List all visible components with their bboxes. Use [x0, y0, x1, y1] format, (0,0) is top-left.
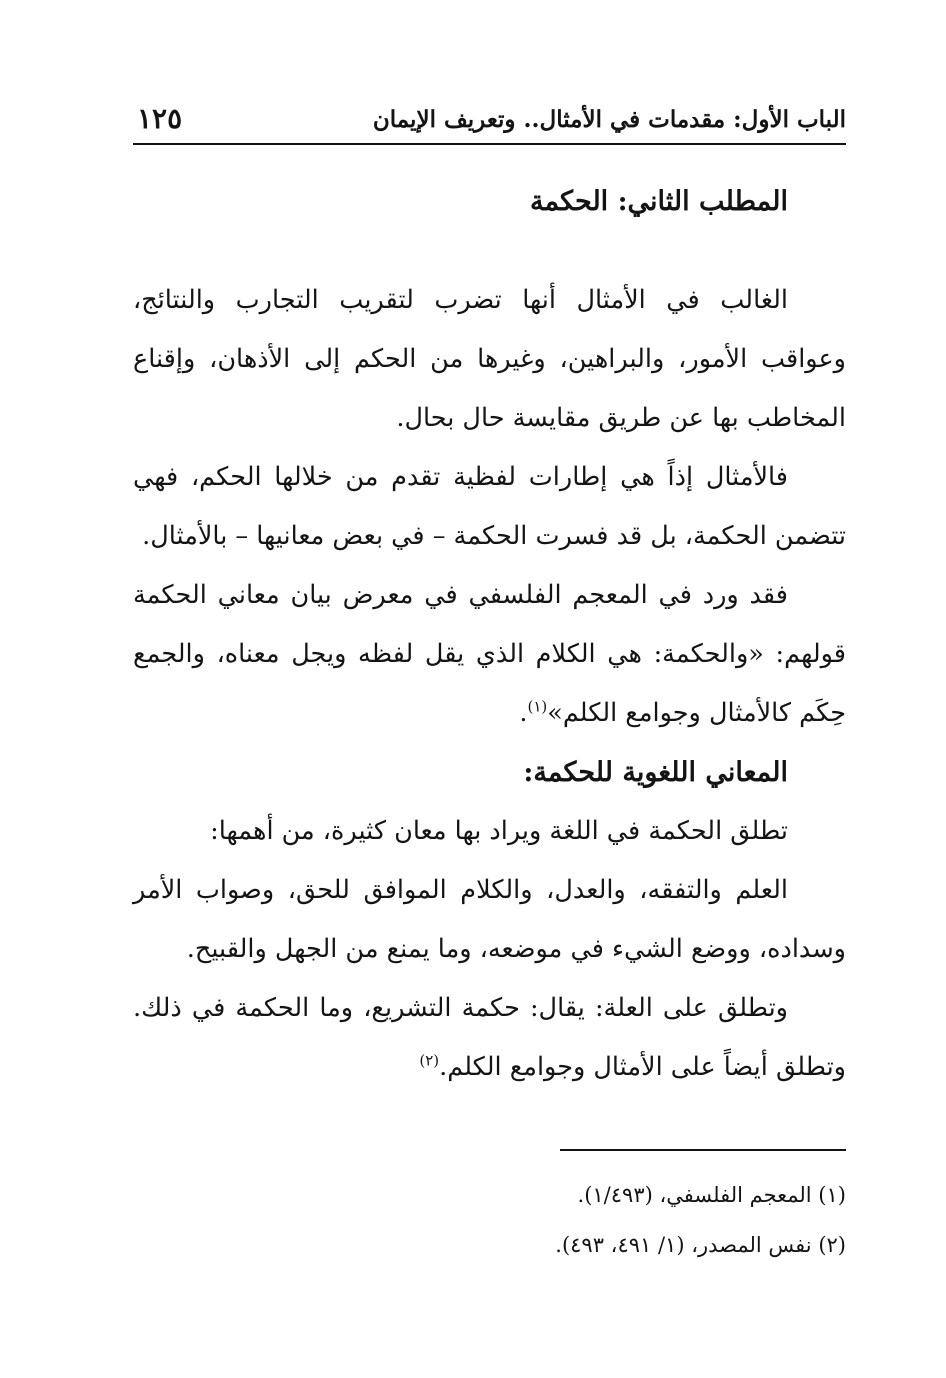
paragraph-3 — [133, 566, 846, 743]
running-header — [133, 100, 846, 144]
paragraph-3-end: . — [519, 698, 528, 728]
paragraph-3-text: فقد ورد في المعجم الفلسفي في معرض بيان معاني الحكمة قولهم: «والحكمة: هي الكلام الذي يقل لفظه ويجل معناه، والجمع حِكَم كالأمثال وجوامع الكلم» — [133, 580, 846, 728]
page-body — [133, 172, 846, 1097]
paragraph-2: فالأمثال إذاً هي إطارات لفظية تقدم من خلالها الحكم، فهي تتضمن الحكمة، بل قد فسرت الحكمة – في بعض معانيها – بالأمثال. — [133, 462, 846, 551]
footnote-ref-1[interactable]: (١) — [527, 697, 548, 716]
subsection-heading: المعاني اللغوية للحكمة: — [523, 757, 788, 788]
page-number: ١٢٥ — [137, 102, 183, 135]
footnote-1: (١) المعجم الفلسفي، (١/٤٩٣). — [577, 1183, 846, 1207]
header-divider — [133, 143, 846, 145]
paragraph-4: تطلق الحكمة في اللغة ويراد بها معان كثيرة، من أهمها: — [210, 816, 788, 846]
footnote-2: (٢) نفس المصدر، (١/ ٤٩١، ٤٩٣). — [555, 1233, 846, 1257]
paragraph-1: الغالب في الأمثال أنها تضرب لتقريب التجارب والنتائج، وعواقب الأمور، والبراهين، وغيرها من الحكم إلى الأذهان، وإقناع المخاطب بها عن طريق مقايسة حال بحال. — [133, 285, 846, 433]
footnote-ref-2[interactable]: (٢) — [419, 1051, 440, 1070]
section-heading: المطلب الثاني: الحكمة — [530, 186, 788, 217]
footnotes — [133, 1170, 846, 1270]
paragraph-6-text: وتطلق على العلة: يقال: حكمة التشريع، وما الحكمة في ذلك. وتطلق أيضاً على الأمثال وجوامع الكلم. — [133, 993, 846, 1082]
chapter-title: الباب الأول: مقدمات في الأمثال.. وتعريف الإيمان — [372, 106, 846, 133]
footnote-divider — [560, 1149, 846, 1151]
paragraph-5: العلم والتفقه، والعدل، والكلام الموافق للحق، وصواب الأمر وسداده، ووضع الشيء في موضعه، وما يمنع من الجهل والقبيح. — [133, 875, 846, 964]
paragraph-6 — [133, 979, 846, 1097]
